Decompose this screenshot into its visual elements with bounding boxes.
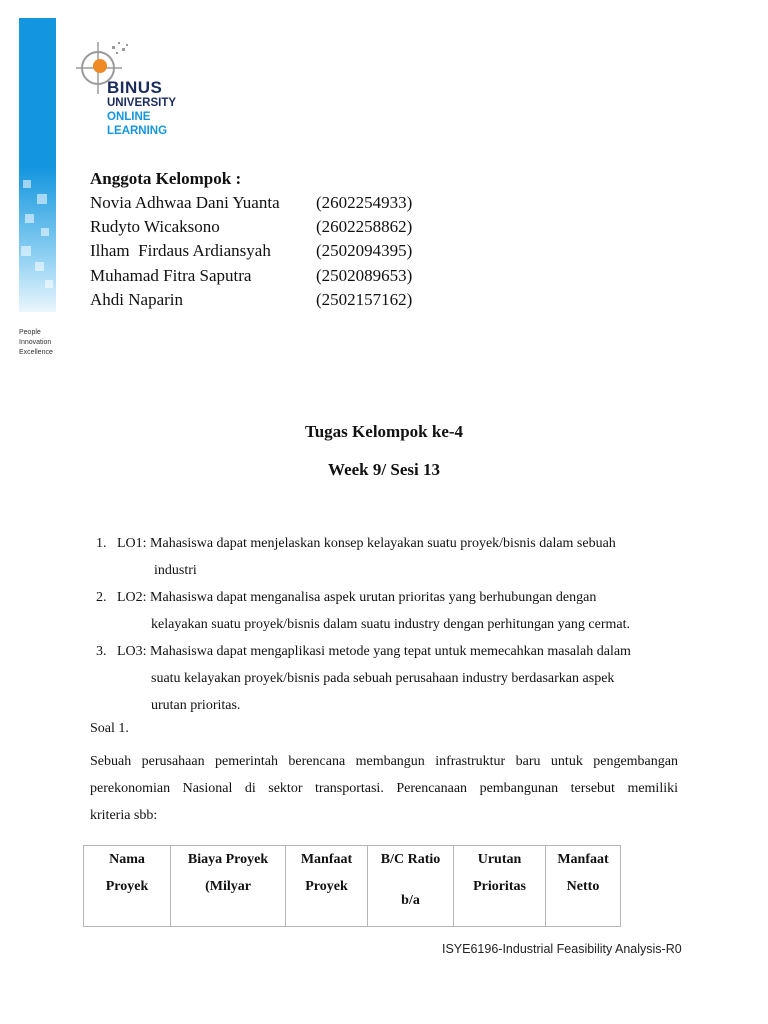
list-item <box>96 584 696 638</box>
brand-sidebar-strip <box>19 18 56 312</box>
member-name: Rudyto Wicaksono <box>90 217 220 237</box>
logo-online: ONLINE <box>107 111 151 123</box>
member-id: (2602258862) <box>316 217 413 237</box>
logo-learning: LEARNING <box>107 125 168 137</box>
header-line: (Milyar <box>205 879 251 894</box>
logo-university: UNIVERSITY <box>107 97 177 109</box>
question-label: Soal 1. <box>90 721 129 736</box>
member-row <box>90 239 412 263</box>
header-line: Nama <box>109 852 145 867</box>
member-id: (2502157162) <box>316 289 413 309</box>
logo-binus: BINUS <box>107 78 163 97</box>
question-line: Sebuah perusahaan pemerintah berencana membangun infrastruktur baru untuk pengembangan <box>90 754 678 769</box>
list-item-continuation: kelayakan suatu proyek/bisnis dalam suatu industry dengan perhitungan yang cermat. <box>151 617 630 632</box>
table-header-cell <box>171 846 286 927</box>
header-line: Proyek <box>105 879 149 894</box>
tagline-excellence: Excellence <box>19 349 53 356</box>
members-heading: Anggota Kelompok : <box>90 169 242 188</box>
member-name: Novia Adhwaa Dani Yuanta <box>90 193 280 212</box>
header-line: Netto <box>566 879 600 894</box>
member-id: (2502094395) <box>316 241 413 261</box>
tagline-people: People <box>19 329 41 336</box>
table-header-row <box>84 846 621 927</box>
member-row <box>90 264 412 288</box>
member-row <box>90 215 412 239</box>
assignment-title: Tugas Kelompok ke-4 <box>304 422 464 441</box>
member-id: (2502089653) <box>316 265 413 285</box>
member-row <box>90 288 412 312</box>
table-header-cell <box>546 846 621 927</box>
table-header-cell <box>368 846 454 927</box>
header-line: Prioritas <box>473 879 526 894</box>
list-item-text: LO1: Mahasiswa dapat menjelaskan konsep kelayakan suatu proyek/bisnis dalam sebuah <box>117 536 616 551</box>
list-item-text: LO3: Mahasiswa dapat mengaplikasi metode yang tepat untuk memecahkan masalah dalam <box>117 644 631 659</box>
header-line: Manfaat <box>557 852 609 867</box>
assignment-subtitle: Week 9/ Sesi 13 <box>328 460 440 479</box>
list-item-number: 2. <box>96 590 107 605</box>
list-item-continuation: urutan prioritas. <box>151 698 241 713</box>
group-members <box>90 167 412 312</box>
header-line: Manfaat <box>300 852 353 867</box>
tagline-innovation: Innovation <box>19 339 52 346</box>
header-line: B/C Ratio <box>380 852 441 867</box>
header-line: b/a <box>401 893 420 908</box>
list-item <box>96 638 696 719</box>
header-line: Proyek <box>305 879 348 894</box>
header-line: Biaya Proyek <box>187 852 269 867</box>
list-item-number: 3. <box>96 644 107 659</box>
binus-logo <box>72 38 192 142</box>
question-line: kriteria sbb: <box>90 808 158 823</box>
criteria-table <box>83 845 621 927</box>
member-id: (2602254933) <box>316 193 413 212</box>
member-name: Ahdi Naparin <box>90 289 184 309</box>
list-item <box>96 530 696 584</box>
header-line: Urutan <box>477 852 522 867</box>
table-header-cell <box>84 846 171 927</box>
brand-tagline <box>19 328 53 358</box>
table-header-cell <box>286 846 368 927</box>
learning-outcomes-list <box>96 530 696 719</box>
list-item-number: 1. <box>96 536 107 551</box>
member-name: Muhamad Fitra Saputra <box>90 265 252 285</box>
list-item-continuation: industri <box>154 563 197 578</box>
list-item-text: LO2: Mahasiswa dapat menganalisa aspek urutan prioritas yang berhubungan dengan <box>117 590 597 605</box>
question-paragraph <box>90 748 678 829</box>
question-line: perekonomian Nasional di sektor transportasi. Perencanaan pembangunan tersebut memiliki <box>90 781 678 796</box>
table-header-cell <box>454 846 546 927</box>
member-row <box>90 191 412 215</box>
footer-course-code: ISYE6196-Industrial Feasibility Analysis-R0 <box>442 942 682 956</box>
member-name: Ilham Firdaus Ardiansyah <box>90 241 271 261</box>
list-item-continuation: suatu kelayakan proyek/bisnis pada sebuah perusahaan industry berdasarkan aspek <box>151 671 615 686</box>
